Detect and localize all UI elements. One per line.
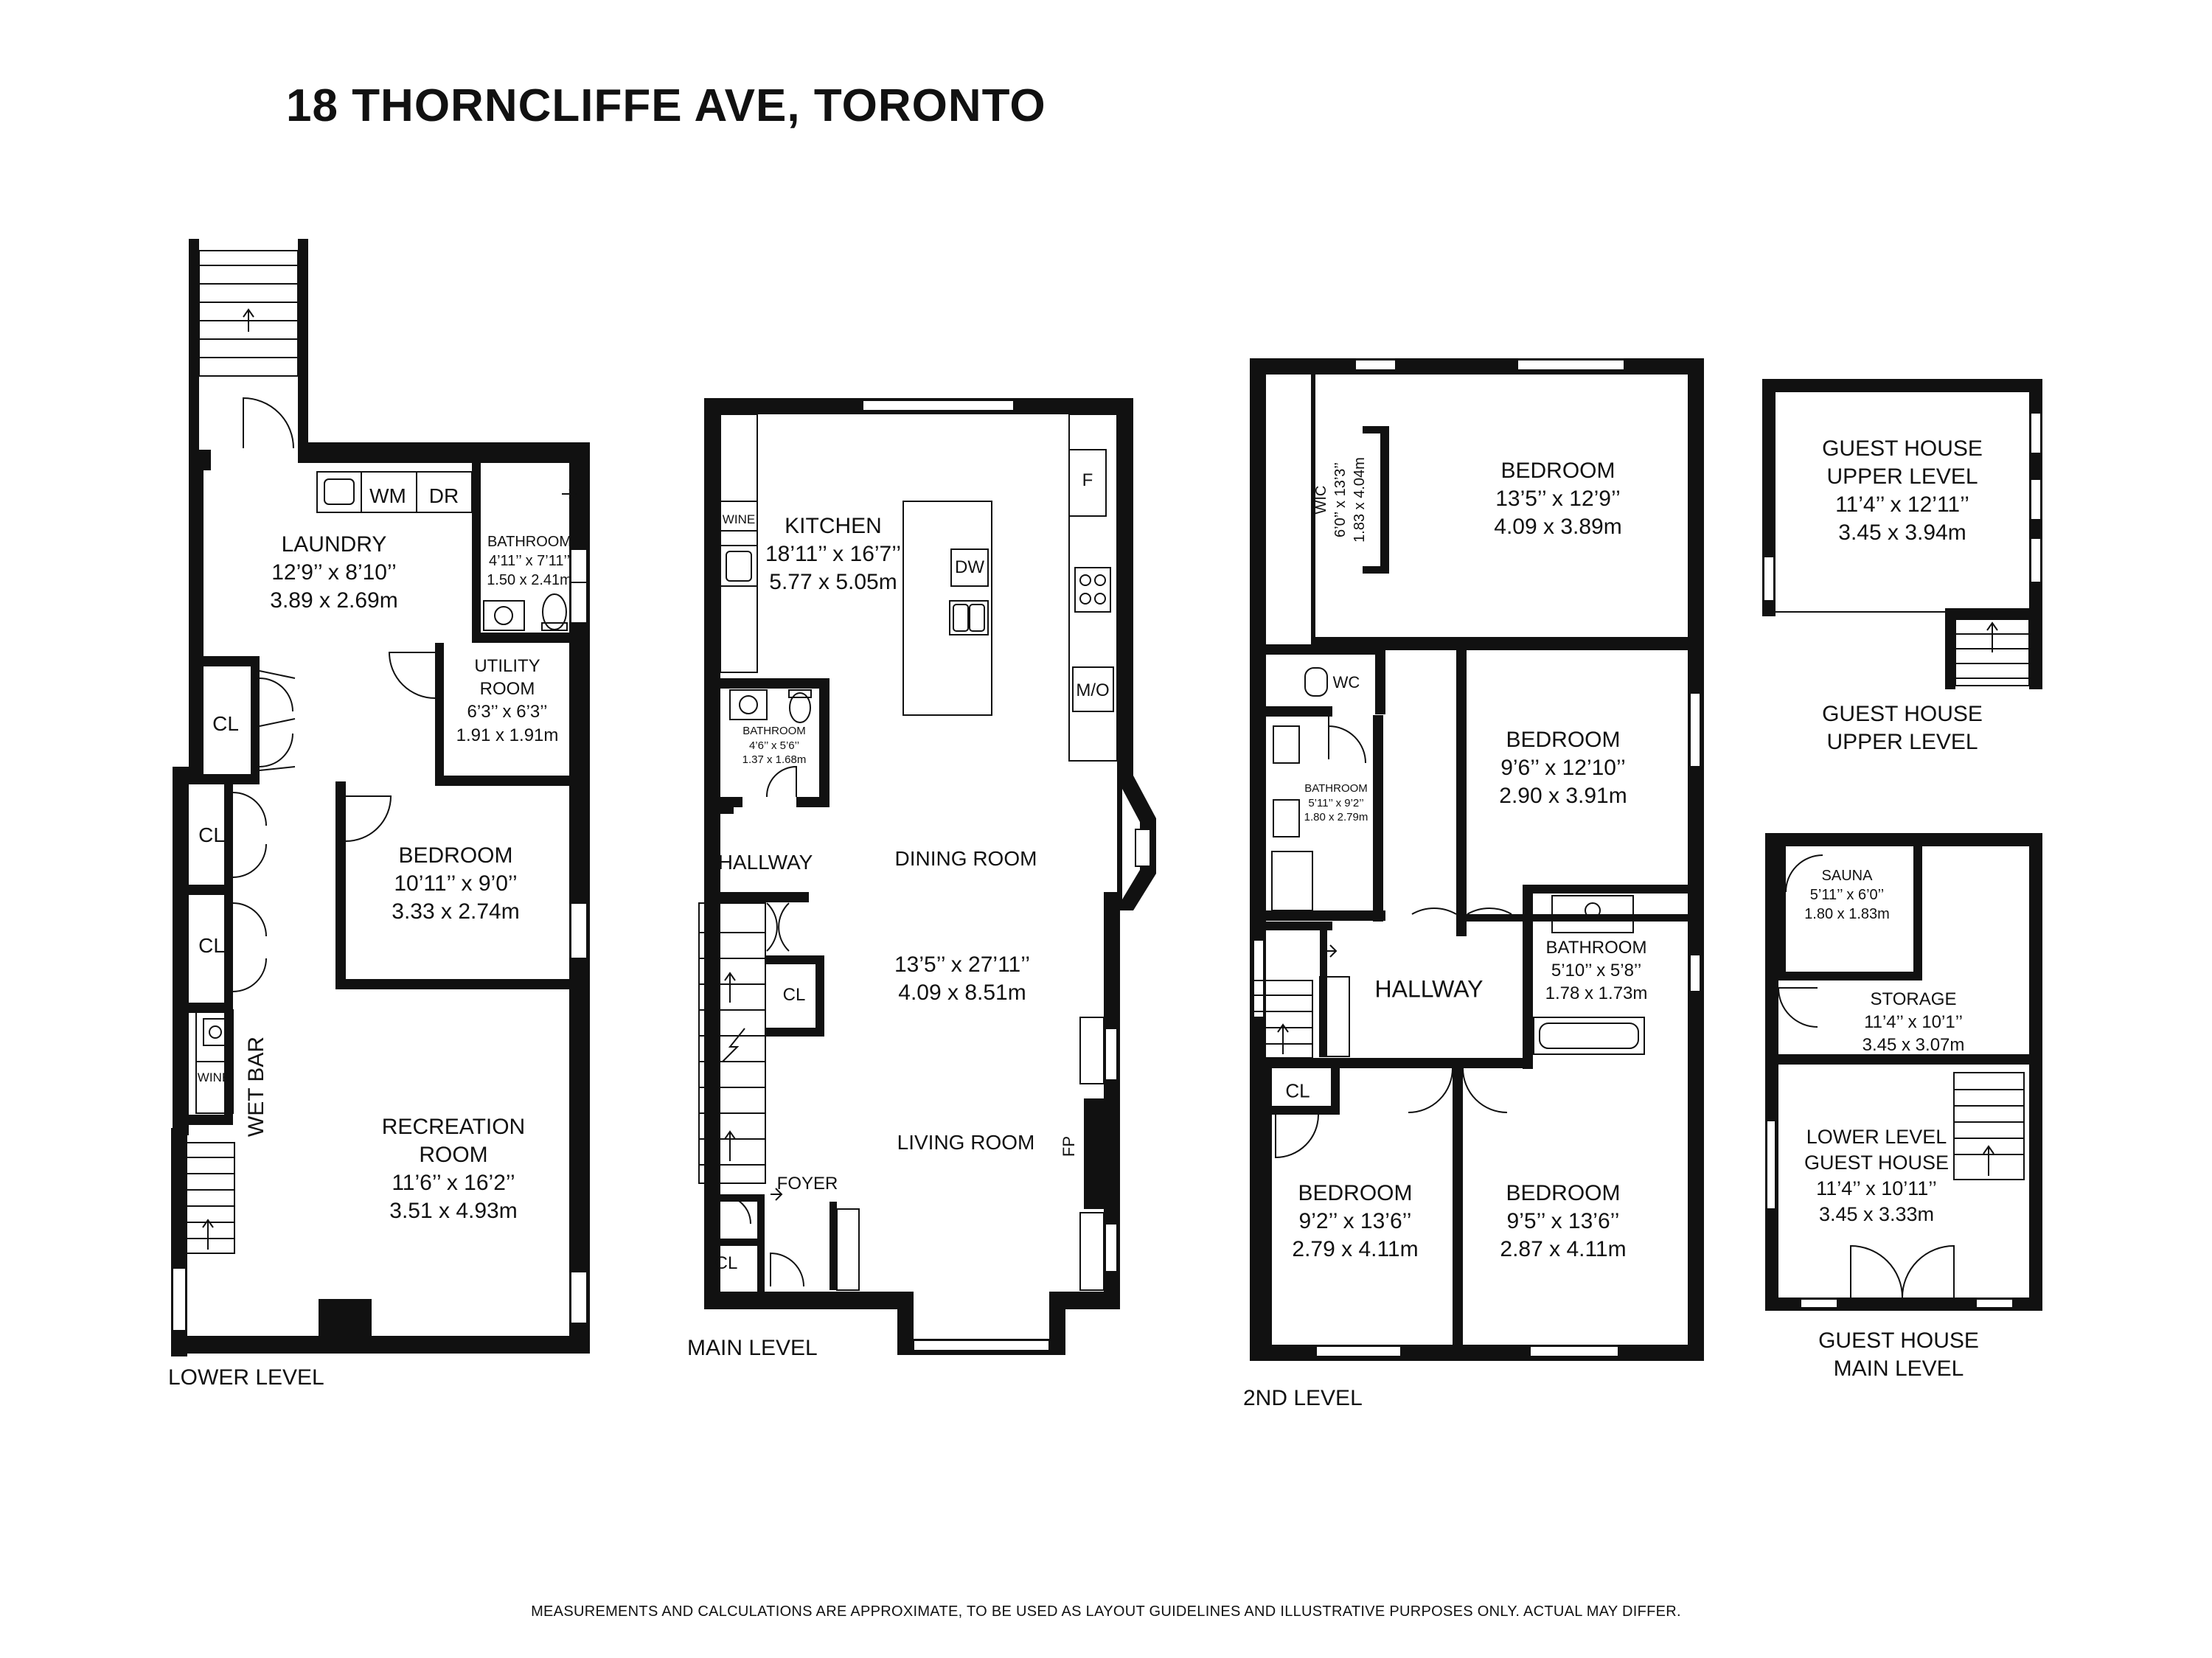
second-closet-label: CL (1285, 1079, 1310, 1102)
page-title: 18 THORNCLIFFE AVE, TORONTO (286, 80, 1046, 131)
lower-level-guest-house: LOWER LEVEL GUEST HOUSE 11’4’’ x 10’11’’ 3.45 x 3.33m (1804, 1126, 1950, 1226)
dishwasher-label: DW (955, 557, 984, 577)
foyer-closet-label: CL (714, 1253, 738, 1273)
closet-label: CL (212, 712, 239, 735)
walk-in-closet: WIC 6’0’’ x 13’3’’ 1.83 x 4.04m (1313, 457, 1368, 543)
utility-room: UTILITY ROOM 6’3’’ x 6’3’’ 1.91 x 1.91m (456, 656, 559, 745)
disclaimer-text: MEASUREMENTS AND CALCULATIONS ARE APPROXIMATE, TO BE USED AS LAYOUT GUIDELINES AND ILLUSTRATIVE PURPOSES ONLY. ACTUAL MAY DIFFER. (531, 1603, 1681, 1620)
second-bedroom-1: BEDROOM 13’5’’ x 12’9’’ 4.09 x 3.89m (1494, 459, 1622, 540)
main-closet-label: CL (782, 985, 806, 1005)
dryer-label: DR (428, 484, 459, 507)
microwave-oven-label: M/O (1076, 680, 1110, 700)
laundry-room: LAUNDRY 12’9’’ x 8’10’’ 3.89 x 2.69m (270, 532, 398, 613)
main-hallway-label: HALLWAY (717, 851, 813, 874)
foyer-label: FOYER (776, 1174, 838, 1194)
washing-machine-label: WM (369, 484, 406, 507)
second-bedroom-3: BEDROOM 9’2’’ x 13’6’’ 2.79 x 4.11m (1292, 1181, 1419, 1262)
recreation-room: RECREATION ROOM 11’6’’ x 16’2’’ 3.51 x 4.93m (381, 1115, 526, 1224)
lower-bedroom: BEDROOM 10’11’’ x 9’0’’ 3.33 x 2.74m (392, 843, 520, 924)
second-bedroom-2: BEDROOM 9’6’’ x 12’10’’ 2.90 x 3.91m (1499, 728, 1627, 809)
second-bathroom-2: BATHROOM 5’10’’ x 5’8’’ 1.78 x 1.73m (1545, 938, 1648, 1004)
wet-bar-label: WET BAR (244, 1036, 268, 1138)
main-bathroom: BATHROOM 4’6’’ x 5’6’’ 1.37 x 1.68m (742, 725, 807, 766)
lower-bathroom: BATHROOM 4’11’’ x 7’11’’ 1.50 x 2.41m (487, 534, 572, 588)
guest-upper-level-label: GUEST HOUSE UPPER LEVEL (1822, 702, 1983, 755)
fireplace-label: FP (1060, 1135, 1078, 1157)
wc-label: WC (1332, 673, 1360, 692)
second-level-label: 2ND LEVEL (1243, 1386, 1363, 1410)
second-bathroom-1: BATHROOM 5’11’’ x 9’2’’ 1.80 x 2.79m (1304, 782, 1368, 823)
dining-room-label: DINING ROOM (894, 847, 1037, 870)
storage-room: STORAGE 11’4’’ x 10’1’’ 3.45 x 3.07m (1862, 989, 1965, 1056)
dining-living-dimensions: 13’5’’ x 27’11’’ 4.09 x 8.51m (894, 952, 1031, 1006)
main-wine-label: WINE (722, 512, 756, 526)
sauna-room: SAUNA 5’11’’ x 6’0’’ 1.80 x 1.83m (1804, 868, 1890, 922)
second-hallway-label: HALLWAY (1374, 975, 1484, 1003)
closet-label: CL (198, 823, 225, 846)
lower-level-plan (171, 239, 590, 1356)
fridge-label: F (1082, 470, 1093, 490)
closet-label: CL (198, 934, 225, 957)
guest-upper-room: GUEST HOUSE UPPER LEVEL 11’4’’ x 12’11’’ 3.45 x 3.94m (1822, 436, 1983, 546)
guest-main-level-label: GUEST HOUSE MAIN LEVEL (1818, 1328, 1979, 1382)
lower-level-label: LOWER LEVEL (168, 1365, 324, 1390)
second-bedroom-4: BEDROOM 9’5’’ x 13’6’’ 2.87 x 4.11m (1500, 1181, 1627, 1262)
wine-fridge-label: WINE (197, 1070, 231, 1084)
living-room-label: LIVING ROOM (897, 1131, 1035, 1154)
main-level-label: MAIN LEVEL (687, 1336, 818, 1360)
kitchen: KITCHEN 18’11’’ x 16’7’’ 5.77 x 5.05m (765, 514, 902, 595)
